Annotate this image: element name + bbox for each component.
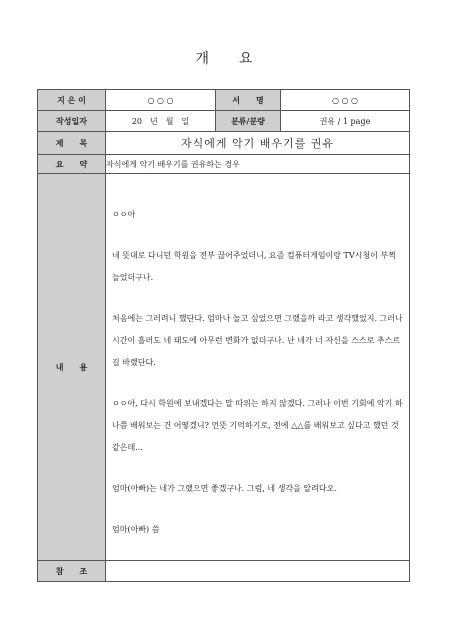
summary-label: 요 약 xyxy=(38,155,106,174)
subject-value[interactable]: 자식에게 악기 배우기를 권유 xyxy=(106,132,410,155)
content-paragraph: ㅇㅇ아, 다시 학원에 보내겠다는 말 따위는 하지 않겠다. 그러나 이번 기회에 악기 하나쯤 배워보는 건 어떻겠니? 언뜻 기억하기로, 전에 △△를 배워보고 싶다고 했던 것 같은데... xyxy=(112,399,403,452)
author-value[interactable]: ○ ○ ○ xyxy=(106,90,216,111)
category-value[interactable]: 권유 / 1 page xyxy=(281,111,410,132)
reference-row xyxy=(38,561,410,582)
content-label: 내 용 xyxy=(38,174,106,561)
reference-label: 참 조 xyxy=(38,561,106,582)
subject-row xyxy=(38,132,410,155)
category-label: 분류/분량 xyxy=(216,111,281,132)
summary-value[interactable]: 자식에게 악기 배우기를 권유하는 경우 xyxy=(106,155,410,174)
author-row xyxy=(38,90,410,111)
author-label: 지 은 이 xyxy=(38,90,106,111)
content-body[interactable] xyxy=(106,174,410,561)
date-row xyxy=(38,111,410,132)
content-text xyxy=(106,174,409,541)
content-paragraph: 처음에는 그러려니 했단다. 엄마나 놀고 싶었으면 그랬을까 라고 생각했었지. 그러나 시간이 흘러도 네 태도에 아무런 변화가 없더구나. 난 네가 너 자신을 스스로 추스르길 바랬단다. xyxy=(112,314,403,367)
subject-label: 제 목 xyxy=(38,132,106,155)
document-title xyxy=(0,48,450,68)
signature-label: 서 명 xyxy=(216,90,281,111)
signature-value[interactable]: ○ ○ ○ xyxy=(281,90,410,111)
title-char-2: 요 xyxy=(239,51,255,67)
title-char-1: 개 xyxy=(195,51,211,67)
date-label: 작성일자 xyxy=(38,111,106,132)
content-row xyxy=(38,174,410,561)
reference-value[interactable] xyxy=(106,561,410,582)
content-paragraph: 엄마(아빠) 씀 xyxy=(112,525,160,534)
summary-row xyxy=(38,155,410,174)
date-value[interactable]: 20 년 월 일 xyxy=(106,111,216,132)
summary-form-table xyxy=(37,89,410,582)
content-paragraph: ㅇㅇ아 xyxy=(112,210,136,219)
content-paragraph: 네 뜻대로 다니던 학원을 전부 끊어주었더니, 요즘 컴퓨터게임이랑 TV시청이 부쩍 늘었더구나. xyxy=(112,251,396,282)
content-paragraph: 엄마(아빠)는 네가 그랬으면 좋겠구나. 그럼, 네 생각을 알려다오. xyxy=(112,484,337,493)
